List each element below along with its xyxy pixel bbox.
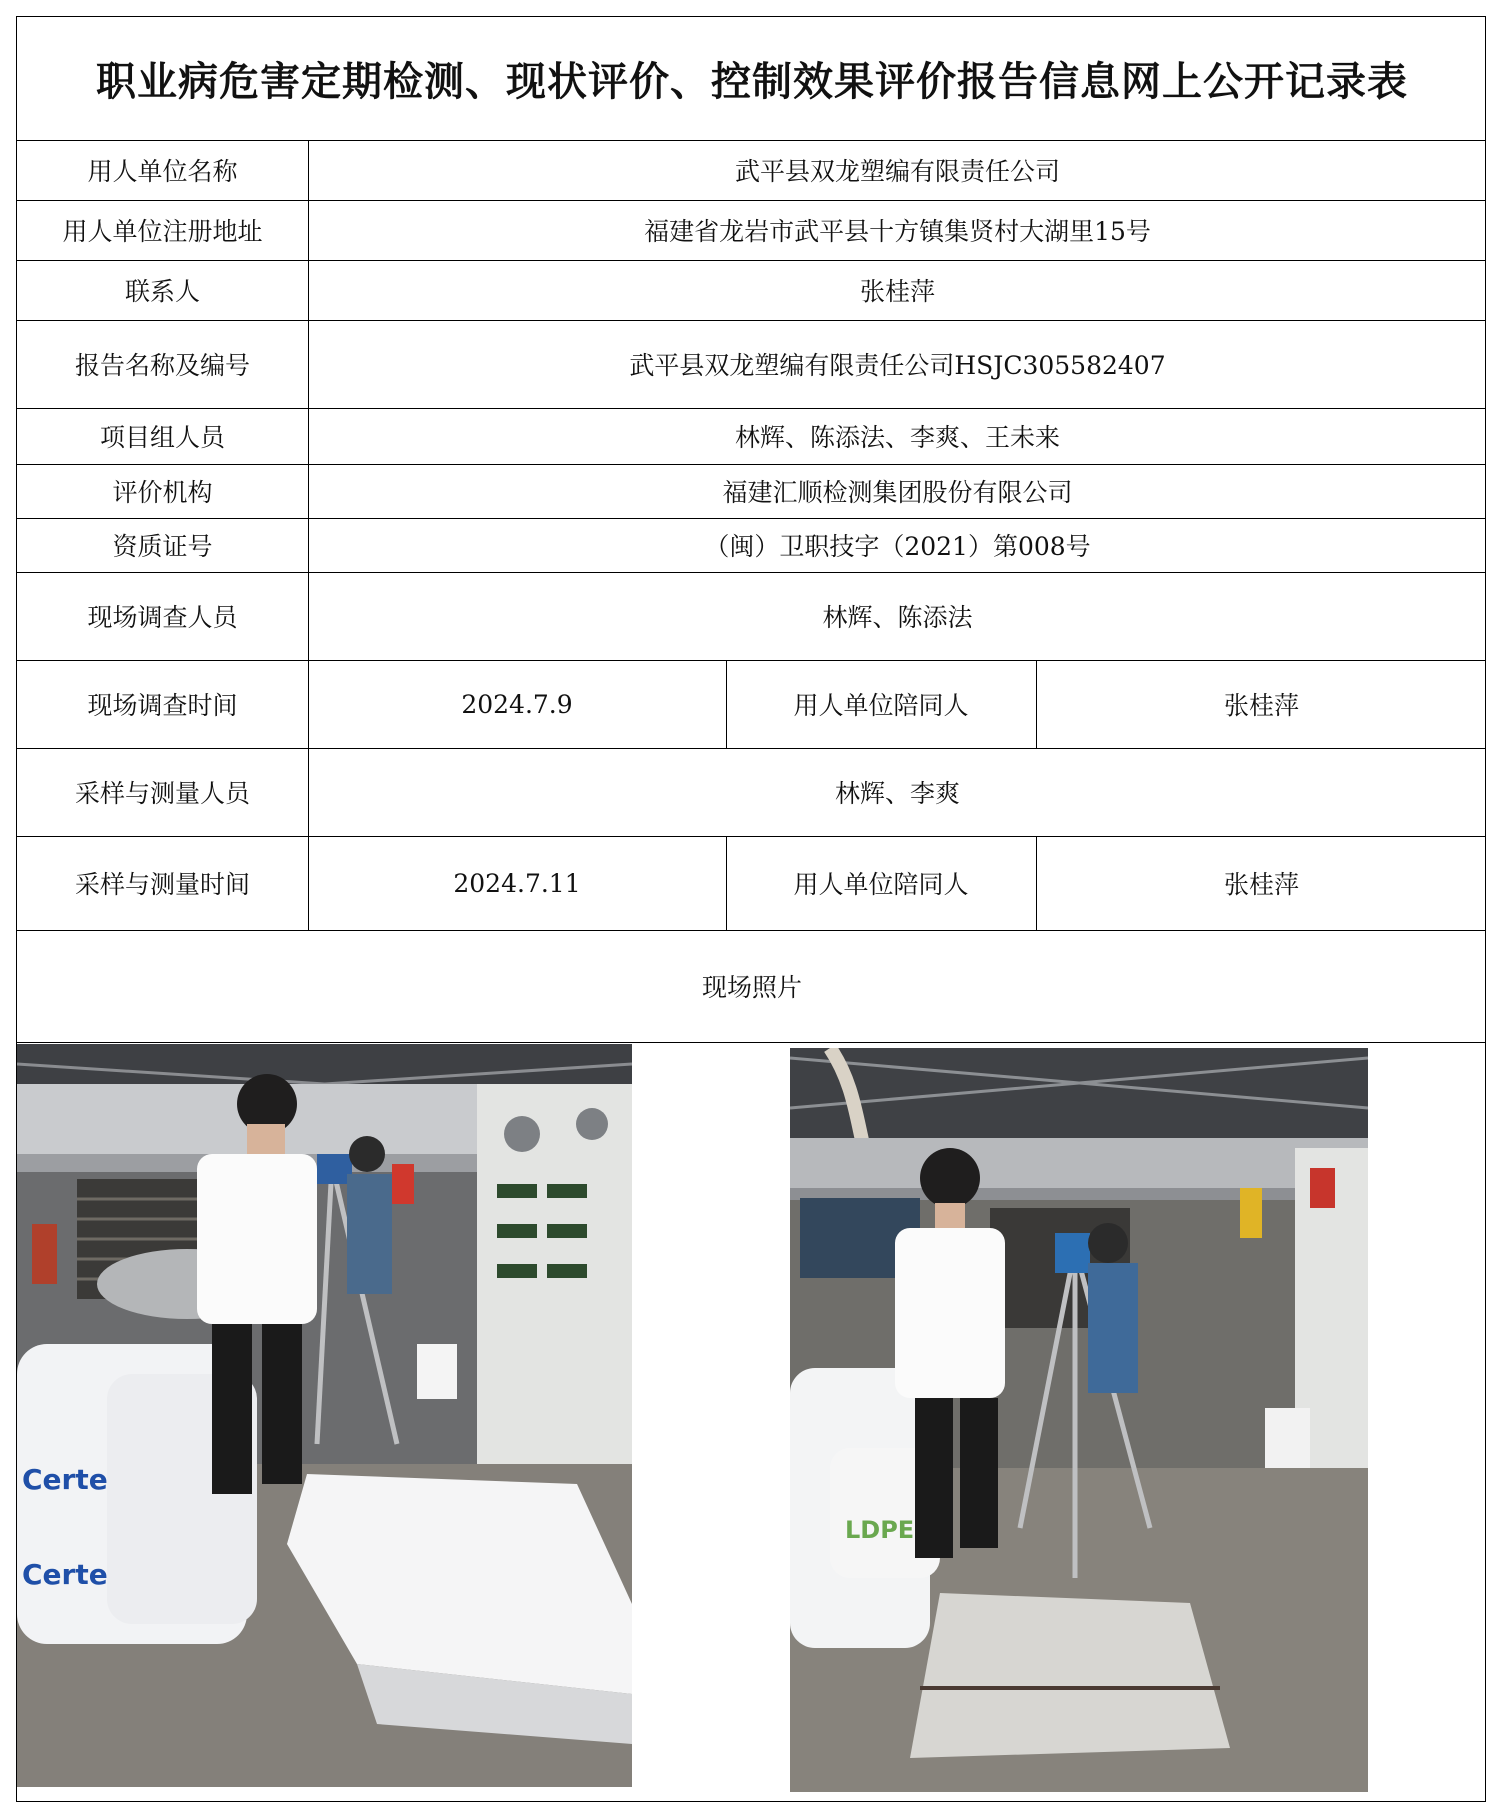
employer-name-label: 用人单位名称	[87, 157, 238, 186]
sampling-staff-value: 林辉、李爽	[834, 779, 960, 808]
sampling-companion-label: 用人单位陪同人	[793, 870, 969, 899]
report-value: 武平县双龙塑编有限责任公司HSJC305582407	[629, 351, 1166, 380]
survey-staff-value: 林辉、陈添法	[822, 603, 973, 632]
certificate-value: （闽）卫职技字（2021）第008号	[704, 532, 1091, 561]
project-team-label: 项目组人员	[99, 423, 225, 452]
survey-companion-label: 用人单位陪同人	[793, 691, 969, 720]
site-photo-2	[790, 1048, 1368, 1792]
contact-value: 张桂萍	[859, 277, 935, 306]
contact-label: 联系人	[124, 277, 200, 306]
photos-heading: 现场照片	[701, 973, 802, 1002]
survey-staff-label: 现场调查人员	[87, 603, 238, 632]
sampling-time-label: 采样与测量时间	[74, 870, 250, 899]
agency-label: 评价机构	[112, 478, 213, 507]
sampling-companion-value: 张桂萍	[1223, 870, 1299, 899]
site-photo-1	[17, 1044, 632, 1787]
sampling-staff-label: 采样与测量人员	[74, 779, 250, 808]
employer-address-value: 福建省龙岩市武平县十方镇集贤村大湖里15号	[644, 217, 1151, 246]
rule	[17, 1042, 1485, 1043]
agency-value: 福建汇顺检测集团股份有限公司	[722, 478, 1073, 507]
sampling-time-value: 2024.7.11	[453, 868, 581, 898]
employer-name-value: 武平县双龙塑编有限责任公司	[734, 157, 1060, 186]
survey-companion-value: 张桂萍	[1223, 691, 1299, 720]
report-label: 报告名称及编号	[74, 351, 250, 380]
record-form	[16, 16, 1486, 1802]
bag-brand-text: LDPE	[845, 1516, 915, 1544]
survey-time-label: 现场调查时间	[87, 691, 238, 720]
bag-brand-text: Certe	[22, 1558, 108, 1591]
bag-brand-text: Certe	[22, 1463, 108, 1496]
survey-time-value: 2024.7.9	[461, 689, 573, 719]
form-title: 职业病危害定期检测、现状评价、控制效果评价报告信息网上公开记录表	[96, 59, 1408, 105]
project-team-value: 林辉、陈添法、李爽、王未来	[734, 423, 1060, 452]
employer-address-label: 用人单位注册地址	[62, 217, 263, 246]
certificate-label: 资质证号	[112, 532, 213, 561]
